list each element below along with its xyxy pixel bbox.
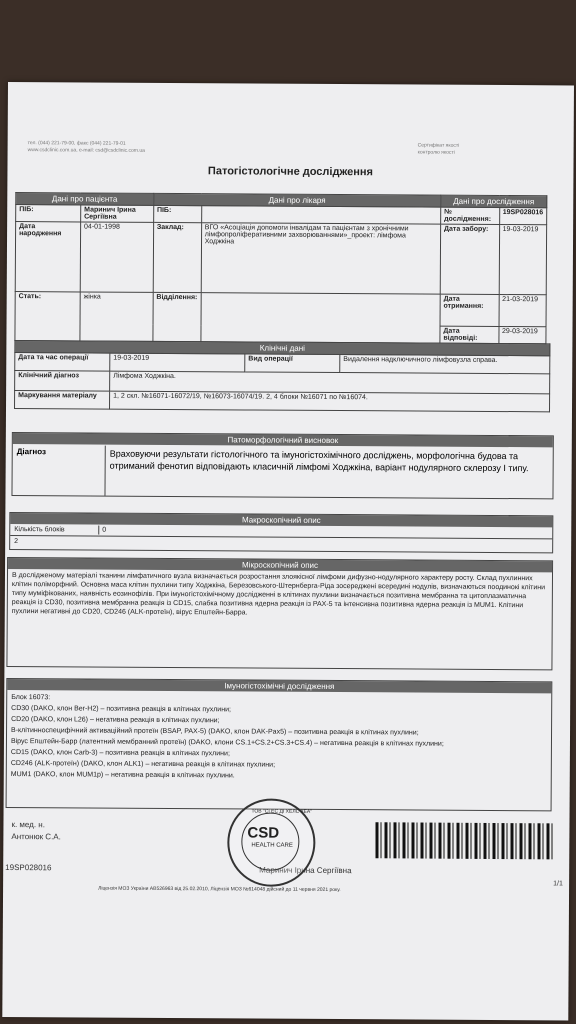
footer-code: 19SP028016 [5, 862, 52, 873]
material-marking: 1, 2 скл. №16071-16072/19, №16073-16074/19. 2, 4 блоки №16071 по №16074. [110, 391, 550, 412]
doctor-heading: Дані про лікаря [153, 193, 440, 207]
micro-text: В дослідженому матеріалі тканини лімфатичного вузла визначається розростання злоякісної лімфоми дифузно-нодулярного характеру росту. Склад пухлинних клітин поліморфний. Основна маса клітин пухлини типу Ходжкіна, Березовського-Штернберга-Ріда зосереджені всередині нодулів, визначаються поодинокі клітини типу муміфікованих, наявність еозинофілів. При імуногістохімічному дослідженні в клітинах пухлини визначається позитивна мембранна та цитоплазматична реакція із CD30, позитивна мембранна реакція із CD15, слабка позитивна ядерна реакція із PAX-5 та інтенсивна позитивна ядерна реакція із MUM1. Клітини пухлини негативні до CD20, CD246 (ALK-протеїн), вірус Епштейн-Барра. [11, 572, 546, 617]
doctor-institution: ВГО «Асоціація допомоги інвалідам та пацієнтам з хронічними лімфопроліферативними захворюваннями»_проект: лімфома Ходжкіна [201, 223, 441, 294]
header-cert: Сертифікат якості контролю якості [417, 142, 460, 156]
clinic-stamp: ТОВ "СІ ЕС ДІ ХЕЛС КЕА" CSD HEALTH CARE [227, 798, 316, 887]
info-table: Дані про пацієнта Дані про лікаря Дані про дослідження ПІБ: Маринич Ірина Сергіївна ПІБ: № дослідження: 19SP028016 Дата народження 04-01-1998 Заклад: ВГО «Асоціація допомоги інвалідам та пацієнтам з хронічними лімфопроліферативними захворюваннями»_проект: лімфома Ходжкіна Дата забору: 19-03-2019 Стать: жінка Відділення: Дата отримання: 21-03-2019 Дата відповіді: 29-03-2019 [14, 192, 547, 344]
operation-type: Видалення надключичного лімфовузла справа. [340, 355, 550, 374]
signature-name: Антонюк С.А. [11, 832, 61, 842]
barcode-icon [375, 822, 555, 859]
page-title: Патогістологічне дослідження [207, 165, 373, 179]
response-date: 29-03-2019 [498, 327, 546, 344]
clinical-table: Клінічні дані Дата та час операції 19-03-2019 Вид операції Видалення надключичного лімфовузла справа. Клінічний діагноз Лімфома Ходжкіна. Маркування матеріалу 1, 2 скл. №16071-16072/19, №16073-16074/19. 2, 4 блоки №16071 по №16074. [14, 340, 550, 412]
patient-name: Маринич Ірина Сергіївна [81, 205, 154, 222]
research-number: 19SP028016 [499, 208, 547, 225]
operation-date: 19-03-2019 [110, 353, 245, 372]
patient-heading: Дані про пацієнта [16, 193, 154, 206]
ihc-line: В-клітинноспецифічний активаційний протеїн (BSAP, PAX-5) (DAKO, клон DAK-Pax5) – позитивна реакція в клітинах пухлини; [11, 727, 419, 737]
receive-date: 21-03-2019 [499, 295, 547, 327]
blocks-count: 2 [14, 538, 19, 546]
license-text: Ліцензія МОЗ України АВ526963 від 25.02.2010, Ліцензія МОЗ №614048 дійсний до 11 червня 2021 року. [98, 885, 341, 894]
take-date: 19-03-2019 [499, 225, 547, 295]
ihc-line: CD20 (DAKO, клон L26) – негативна реакція в клітинах пухлини; [11, 716, 220, 725]
ihc-line: CD15 (DAKO, клон Carb-3) – позитивна реакція в клітинах пухлини; [10, 749, 230, 758]
ihc-line: CD246 (ALK-протеїн) (DAKO, клон ALK1) – негативна реакція в клітинах пухлини; [10, 760, 276, 769]
header-contacts: тел. (044) 221-79-00, факс (044) 221-79-01 www.csdclinic.com.ua, e-mail: csd@csdclinic.com.ua [27, 140, 145, 154]
ihc-list [7, 690, 552, 785]
pathomorph-section: Патоморфологічний висновок Діагноз Враховуючи результати гістологічного та імуногістохімічного досліджень, морфологічна будова та отриманий фенотип відповідають класичній лімфомі Ходжкіна, варіант нодулярного склерозу І типу. [11, 432, 553, 499]
patient-sex: жінка [80, 292, 153, 341]
clinical-diagnosis: Лімфома Ходжкіна. [110, 371, 550, 394]
macro-section: Макроскопічний опис Кількість блоків 0 2 [9, 512, 553, 553]
patient-dob: 04-01-1998 [80, 222, 153, 292]
signature-title: к. мед. н. [11, 820, 45, 830]
ihc-section: Імуногістохімічні дослідження Блок 16073: CD30 (DAKO, клон Ber-H2) – позитивна реакція в клітинах пухлини; CD20 (DAKO, клон L26) – негативна реакція в клітинах пухлини; В-клітинноспецифічний активаційний протеїн (BSAP, PAX-5) (DAKO, клон DAK-Pax5) – позитивна реакція в клітинах пухлини; Вірус Епштейн-Барр (латентний мембранний протеїн) (DAKO, клони CS.1+CS.2+CS.3+CS.4) – негативна реакція в клітинах пухлини; CD15 (DAKO, клон Carb-3) – позитивна реакція в клітинах пухлини; CD246 (ALK-протеїн) (DAKO, клон ALK1) – негативна реакція в клітинах пухлини; MUM1 (DAKO, клон MUM1p) – негативна реакція в клітинах пухлини. [6, 678, 553, 811]
ihc-line: Блок 16073: [11, 694, 51, 702]
ihc-line: CD30 (DAKO, клон Ber-H2) – позитивна реакція в клітинах пухлини; [11, 705, 231, 714]
report-page [2, 82, 574, 1020]
micro-section: Мікроскопічний опис В дослідженому матеріалі тканини лімфатичного вузла визначається розростання злоякісної лімфоми дифузно-нодулярного характеру росту. Склад пухлинних клітин поліморфний. Основна маса клітин пухлини типу Ходжкіна, Березовського-Штернберга-Ріда зосереджені всередині нодулів, визначаються поодинокі клітини типу муміфікованих, наявність еозинофілів. При імуногістохімічному дослідженні в клітинах пухлини визначається позитивна мембранна та цитоплазматична реакція із CD30, позитивна мембранна реакція із CD15, слабка позитивна ядерна реакція із PAX-5 та інтенсивна позитивна ядерна реакція із MUM1. Клітини пухлини негативні до CD20, CD246 (ALK-протеїн), вірус Епштейн-Барра. [6, 557, 553, 670]
page-number: 1/1 [553, 880, 563, 888]
footer-patient: Маринич Ірина Сергіївна [259, 865, 352, 876]
final-diagnosis: Враховуючи результати гістологічного та імуногістохімічного досліджень, морфологічна будова та отриманий фенотип відповідають класичній лімфомі Ходжкіна, варіант нодулярного склерозу І типу. [104, 446, 550, 499]
ihc-line: Вірус Епштейн-Барр (латентний мембранний протеїн) (DAKO, клони CS.1+CS.2+CS.3+CS.4) – негативна реакція в клітинах пухлини; [10, 738, 444, 748]
research-heading: Дані про дослідження [441, 195, 547, 208]
ihc-line: MUM1 (DAKO, клон MUM1p) – негативна реакція в клітинах пухлини. [10, 771, 235, 780]
